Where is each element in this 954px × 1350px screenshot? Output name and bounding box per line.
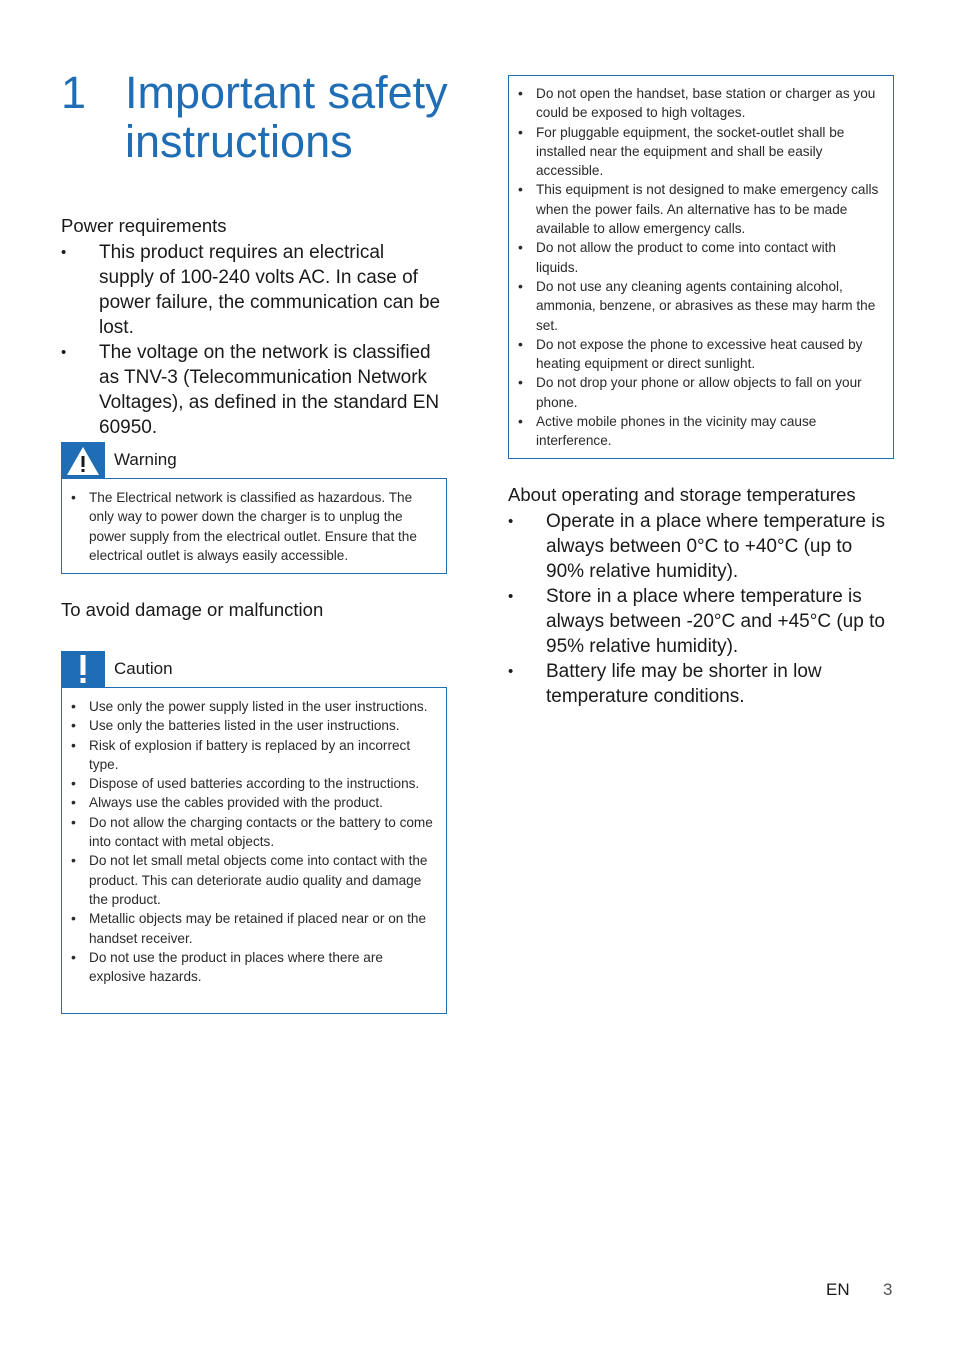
temperatures-heading: About operating and storage temperatures — [508, 484, 856, 505]
warning-list — [62, 488, 436, 565]
list-item: • Do not let small metal objects come into contact with the product. This can deteriorate audio quality and damage the product. — [62, 851, 436, 909]
list-item: • Use only the batteries listed in the user instructions. — [62, 716, 436, 735]
list-item: • Risk of explosion if battery is replaced by an incorrect type. — [62, 736, 436, 775]
caution-list — [62, 697, 436, 986]
list-item: • Do not allow the charging contacts or the battery to come into contact with metal objects. — [62, 813, 436, 852]
list-item: • Do not open the handset, base station or charger as you could be exposed to high voltages. — [509, 84, 881, 123]
list-item: • Active mobile phones in the vicinity may cause interference. — [509, 412, 881, 451]
list-item: • Operate in a place where temperature is always between 0°C to +40°C (up to 90% relative humidity). — [508, 509, 894, 584]
list-item: • This equipment is not designed to make emergency calls when the power fails. An alternative has to be made available to allow emergency calls. — [509, 180, 881, 238]
list-item: • This product requires an electrical supply of 100-240 volts AC. In case of power failure, the communication can be lost. — [61, 240, 441, 340]
list-item: • Use only the power supply listed in the user instructions. — [62, 697, 436, 716]
chapter-number: 1 — [61, 67, 87, 118]
language-code: EN — [826, 1280, 850, 1299]
list-item: • Do not use any cleaning agents containing alcohol, ammonia, benzene, or abrasives as these may harm the set. — [509, 277, 881, 335]
list-item: • Always use the cables provided with the product. — [62, 793, 436, 812]
safety-list — [509, 84, 881, 451]
list-item: • For pluggable equipment, the socket-outlet shall be installed near the equipment and shall be easily accessible. — [509, 123, 881, 181]
list-item: • Store in a place where temperature is always between -20°C and +45°C (up to 95% relative humidity). — [508, 584, 894, 659]
list-item: • Do not allow the product to come into contact with liquids. — [509, 238, 881, 277]
list-item: • Do not drop your phone or allow objects to fall on your phone. — [509, 373, 881, 412]
damage-heading: To avoid damage or malfunction — [61, 599, 324, 620]
list-item: • Do not expose the phone to excessive heat caused by heating equipment or direct sunlight. — [509, 335, 881, 374]
warning-header — [61, 442, 447, 478]
power-list — [61, 240, 441, 440]
caution-label: Caution — [114, 659, 173, 678]
chapter-title: Important safety instructions — [125, 67, 448, 167]
warning-box — [61, 478, 447, 574]
power-heading: Power requirements — [61, 215, 227, 236]
list-item: • The voltage on the network is classified as TNV-3 (Telecommunication Network Voltages), as defined in the standard EN 60950. — [61, 340, 441, 440]
caution-box — [61, 687, 447, 1014]
safety-box — [508, 75, 894, 459]
temperatures-list — [508, 509, 894, 709]
list-item: • Do not use the product in places where there are explosive hazards. — [62, 948, 436, 987]
list-item: • Battery life may be shorter in low temperature conditions. — [508, 659, 894, 709]
list-item: • The Electrical network is classified as hazardous. The only way to power down the charger is to unplug the power supply from the electrical outlet. Ensure that the electrical outlet is always easily accessible. — [62, 488, 436, 565]
list-item: • Metallic objects may be retained if placed near or on the handset receiver. — [62, 909, 436, 948]
exclamation-icon — [61, 651, 105, 687]
warning-label: Warning — [114, 450, 177, 469]
page-number: 3 — [883, 1280, 893, 1299]
warning-triangle-icon — [61, 442, 105, 478]
list-item: • Dispose of used batteries according to the instructions. — [62, 774, 436, 793]
caution-header — [61, 651, 447, 687]
